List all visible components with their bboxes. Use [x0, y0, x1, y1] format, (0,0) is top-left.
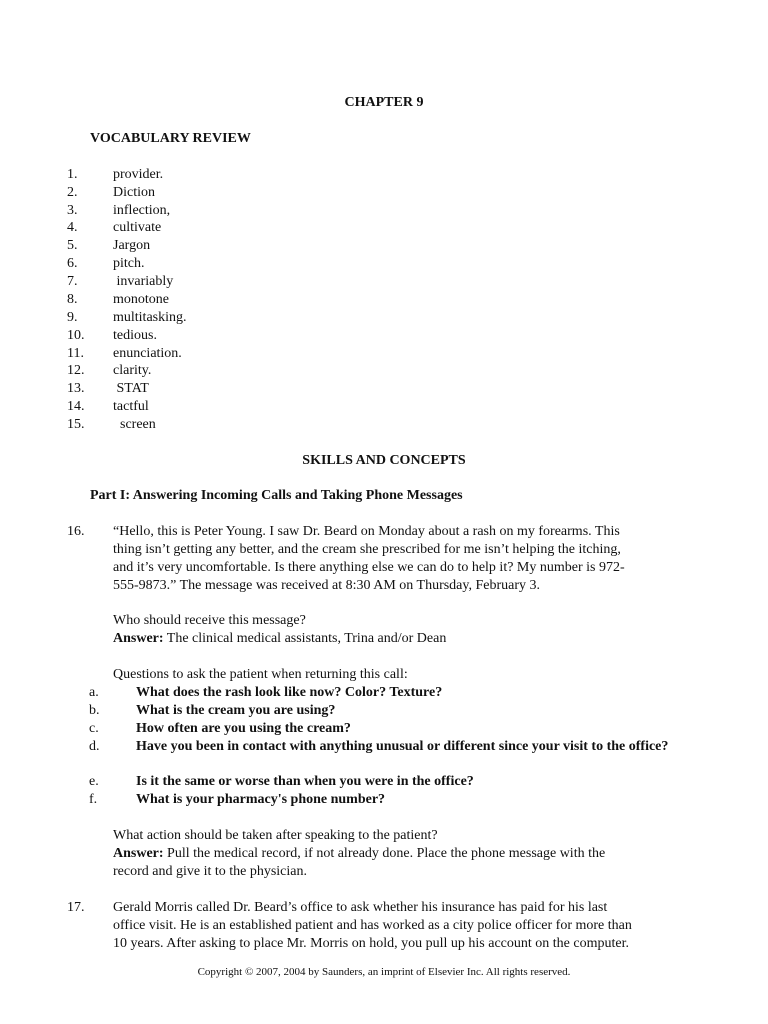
skills-heading: SKILLS AND CONCEPTS — [302, 453, 466, 468]
message-line: “Hello, this is Peter Young. I saw Dr. Beard on Monday about a rash on my forearms. This — [113, 524, 620, 539]
answer-text: Pull the medical record, if not already done. Place the phone message with the — [163, 846, 606, 861]
answer-label: Answer: — [113, 846, 164, 861]
vocab-number: 1. — [67, 167, 78, 182]
question-text: Have you been in contact with anything unusual or different since your visit to the office? — [136, 739, 669, 754]
vocab-item — [67, 219, 467, 237]
paragraph-line: 10 years. After asking to place Mr. Morris on hold, you pull up his account on the computer. — [113, 935, 629, 951]
who-answer — [113, 630, 673, 648]
vocab-word: Jargon — [113, 238, 151, 253]
vocab-word: cultivate — [113, 220, 162, 235]
answer-text: record and give it to the physician. — [113, 863, 307, 879]
question-letter: e. — [89, 774, 99, 789]
question-letter: d. — [89, 739, 100, 754]
question-text: What is your pharmacy's phone number? — [136, 792, 386, 807]
message-line: thing isn’t getting any better, and the cream she prescribed for me isn’t helping the itching, — [113, 541, 621, 557]
vocab-word: tedious. — [113, 328, 157, 343]
part-title: Part I: Answering Incoming Calls and Taking Phone Messages — [90, 488, 463, 503]
question-number: 17. — [67, 900, 85, 915]
questions-intro: Questions to ask the patient when returning this call: — [113, 667, 408, 682]
vocab-word: Diction — [113, 185, 155, 200]
vocab-item — [67, 398, 467, 416]
vocab-word: pitch. — [113, 256, 145, 271]
vocab-number: 10. — [67, 328, 85, 343]
vocab-word: enunciation. — [113, 346, 182, 361]
vocab-word: clarity. — [113, 363, 152, 378]
phone-message — [113, 523, 673, 595]
question-17-text — [113, 899, 673, 953]
question-text: What is the cream you are using? — [136, 703, 336, 718]
action-answer — [113, 845, 673, 881]
who-question: Who should receive this message? — [113, 613, 306, 628]
vocab-number: 3. — [67, 203, 78, 218]
vocab-number: 5. — [67, 238, 78, 253]
vocab-word: screen — [113, 417, 156, 432]
vocab-item — [67, 327, 467, 345]
vocab-word: monotone — [113, 292, 169, 307]
answer-label: Answer: — [113, 631, 164, 646]
vocab-word: multitasking. — [113, 310, 187, 325]
vocab-item — [67, 202, 467, 220]
message-line: 555-9873.” The message was received at 8:30 AM on Thursday, February 3. — [113, 577, 541, 593]
question-text: How often are you using the cream? — [136, 721, 351, 736]
vocab-number: 4. — [67, 220, 78, 235]
question-letter: f. — [89, 792, 98, 807]
vocab-number: 11. — [67, 346, 84, 361]
vocab-item — [67, 273, 467, 291]
action-question: What action should be taken after speaking to the patient? — [113, 828, 438, 843]
vocab-item — [67, 309, 467, 327]
paragraph-line: Gerald Morris called Dr. Beard’s office to ask whether his insurance has paid for his last — [113, 900, 608, 915]
vocab-item — [67, 345, 467, 363]
paragraph-line: office visit. He is an established patient and has worked as a city police officer for more than — [113, 917, 632, 933]
vocab-item — [67, 416, 467, 434]
vocab-word: inflection, — [113, 203, 171, 218]
vocab-number: 8. — [67, 292, 78, 307]
vocab-item — [67, 237, 467, 255]
question-text: Is it the same or worse than when you were in the office? — [136, 774, 474, 789]
question-letter: c. — [89, 721, 99, 736]
vocab-item — [67, 380, 467, 398]
vocab-number: 7. — [67, 274, 78, 289]
chapter-title: CHAPTER 9 — [344, 95, 424, 110]
message-line: and it’s very uncomfortable. Is there anything else we can do to help it? My number is 972- — [113, 559, 625, 575]
copyright-footer: Copyright © 2007, 2004 by Saunders, an imprint of Elsevier Inc. All rights reserved. — [197, 966, 571, 978]
vocab-word: provider. — [113, 167, 164, 182]
vocab-heading: VOCABULARY REVIEW — [90, 131, 251, 146]
vocab-word: invariably — [113, 274, 174, 289]
vocab-item — [67, 166, 467, 184]
question-letter: a. — [89, 685, 99, 700]
vocab-number: 15. — [67, 417, 85, 432]
answer-text: The clinical medical assistants, Trina and/or Dean — [163, 631, 447, 646]
vocab-number: 9. — [67, 310, 78, 325]
vocab-number: 14. — [67, 399, 85, 414]
vocab-number: 6. — [67, 256, 78, 271]
question-text: What does the rash look like now? Color? Texture? — [136, 685, 443, 700]
vocab-number: 12. — [67, 363, 85, 378]
question-letter: b. — [89, 703, 100, 718]
vocab-item — [67, 362, 467, 380]
question-number: 16. — [67, 524, 85, 539]
vocab-word: tactful — [113, 399, 149, 414]
vocab-item — [67, 291, 467, 309]
vocab-item — [67, 255, 467, 273]
vocab-number: 13. — [67, 381, 85, 396]
vocab-word: STAT — [113, 381, 149, 396]
vocab-item — [67, 184, 467, 202]
vocab-number: 2. — [67, 185, 78, 200]
